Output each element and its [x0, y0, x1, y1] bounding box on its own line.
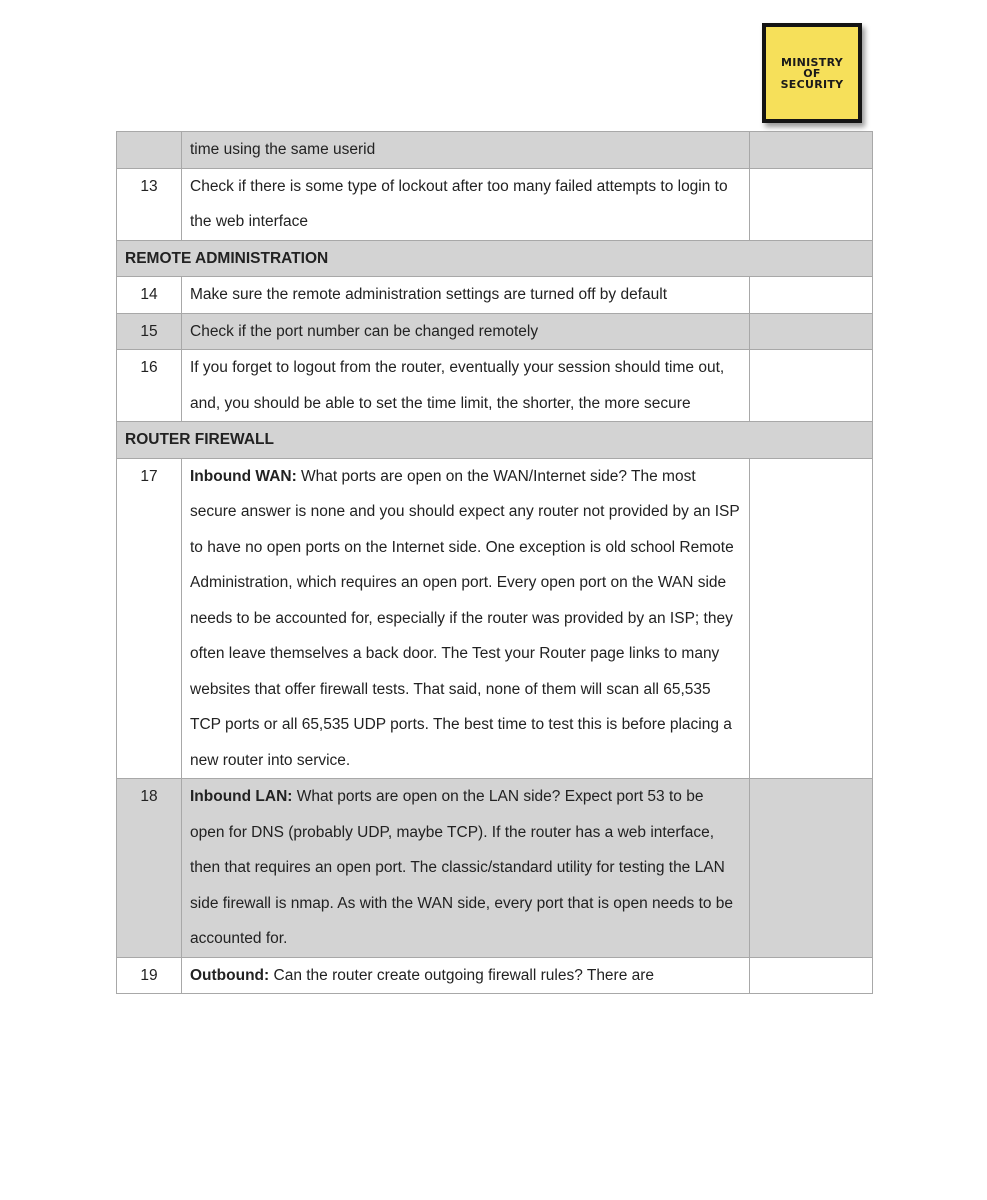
- row-text: Check if there is some type of lockout after too many failed attempts to login to the web interface: [182, 168, 750, 240]
- section-title: REMOTE ADMINISTRATION: [117, 240, 873, 277]
- row-check-cell[interactable]: [750, 458, 873, 779]
- security-checklist-table: [116, 131, 873, 994]
- table-row-13: [117, 168, 873, 240]
- logo-line-3: SECURITY: [780, 77, 844, 91]
- section-title: ROUTER FIREWALL: [117, 422, 873, 459]
- table-row-15: [117, 313, 873, 350]
- row-text: What ports are open on the LAN side? Expect port 53 to be open for DNS (probably UDP, maybe TCP). If the router has a web interface, then that requires an open port. The classic/standard utility for testing the LAN side firewall is nmap. As with the WAN side, every port that is open needs to be accounted for.: [190, 788, 734, 947]
- section-header-remote-administration: [117, 240, 873, 277]
- row-text-cell: [182, 458, 750, 779]
- row-text: If you forget to logout from the router, eventually your session should time out, and, you should be able to set the time limit, the shorter, the more secure: [182, 350, 750, 422]
- table-row-19: [117, 957, 873, 994]
- table-row-16: [117, 350, 873, 422]
- row-text-cell: [182, 132, 750, 169]
- row-text: Check if the port number can be changed remotely: [182, 313, 750, 350]
- row-check-cell[interactable]: [750, 957, 873, 994]
- row-text-cell: [182, 779, 750, 958]
- row-number: 13: [117, 168, 182, 240]
- row-text: Can the router create outgoing firewall rules? There are: [269, 966, 655, 984]
- section-header-router-firewall: [117, 422, 873, 459]
- ministry-of-security-logo: [762, 23, 862, 123]
- row-text: Make sure the remote administration settings are turned off by default: [182, 277, 750, 314]
- logo-line-1: MINISTRY: [781, 55, 843, 69]
- row-number: 17: [117, 458, 182, 779]
- row-bold-lead: Inbound WAN:: [190, 467, 297, 485]
- row-number: 19: [117, 957, 182, 994]
- row-check-cell[interactable]: [750, 277, 873, 314]
- row-number-cell: [117, 132, 182, 169]
- row-number: 15: [117, 313, 182, 350]
- row-check-cell[interactable]: [750, 313, 873, 350]
- logo-line-2: OF: [803, 66, 821, 80]
- row-bold-lead: Inbound LAN:: [190, 788, 293, 805]
- row-number: 18: [117, 779, 182, 958]
- table-row-18: [117, 779, 873, 958]
- row-check-cell[interactable]: [750, 350, 873, 422]
- row-check-cell[interactable]: [750, 168, 873, 240]
- table-row-17: [117, 458, 873, 779]
- row-text: time using the same userid: [190, 141, 376, 158]
- table-row-14: [117, 277, 873, 314]
- table-row-12-continued: [117, 132, 873, 169]
- row-number: 16: [117, 350, 182, 422]
- row-text: What ports are open on the WAN/Internet side? The most secure answer is none and you should expect any router not provided by an ISP to have no open ports on the Internet side. One exception is old school Remote Administration, which requires an open port. Every open port on the WAN side needs to be accounted for, especially if the router was provided by an ISP; they often leave themselves a back door. The Test your Router page links to many websites that offer firewall tests. That said, none of them will scan all 65,535 TCP ports or all 65,535 UDP ports. The best time to test this is before placing a new router into service.: [190, 467, 740, 769]
- row-bold-lead: Outbound:: [190, 966, 270, 984]
- row-text-cell: [182, 957, 750, 994]
- row-check-cell[interactable]: [750, 779, 873, 958]
- row-number: 14: [117, 277, 182, 314]
- row-check-cell[interactable]: [750, 132, 873, 169]
